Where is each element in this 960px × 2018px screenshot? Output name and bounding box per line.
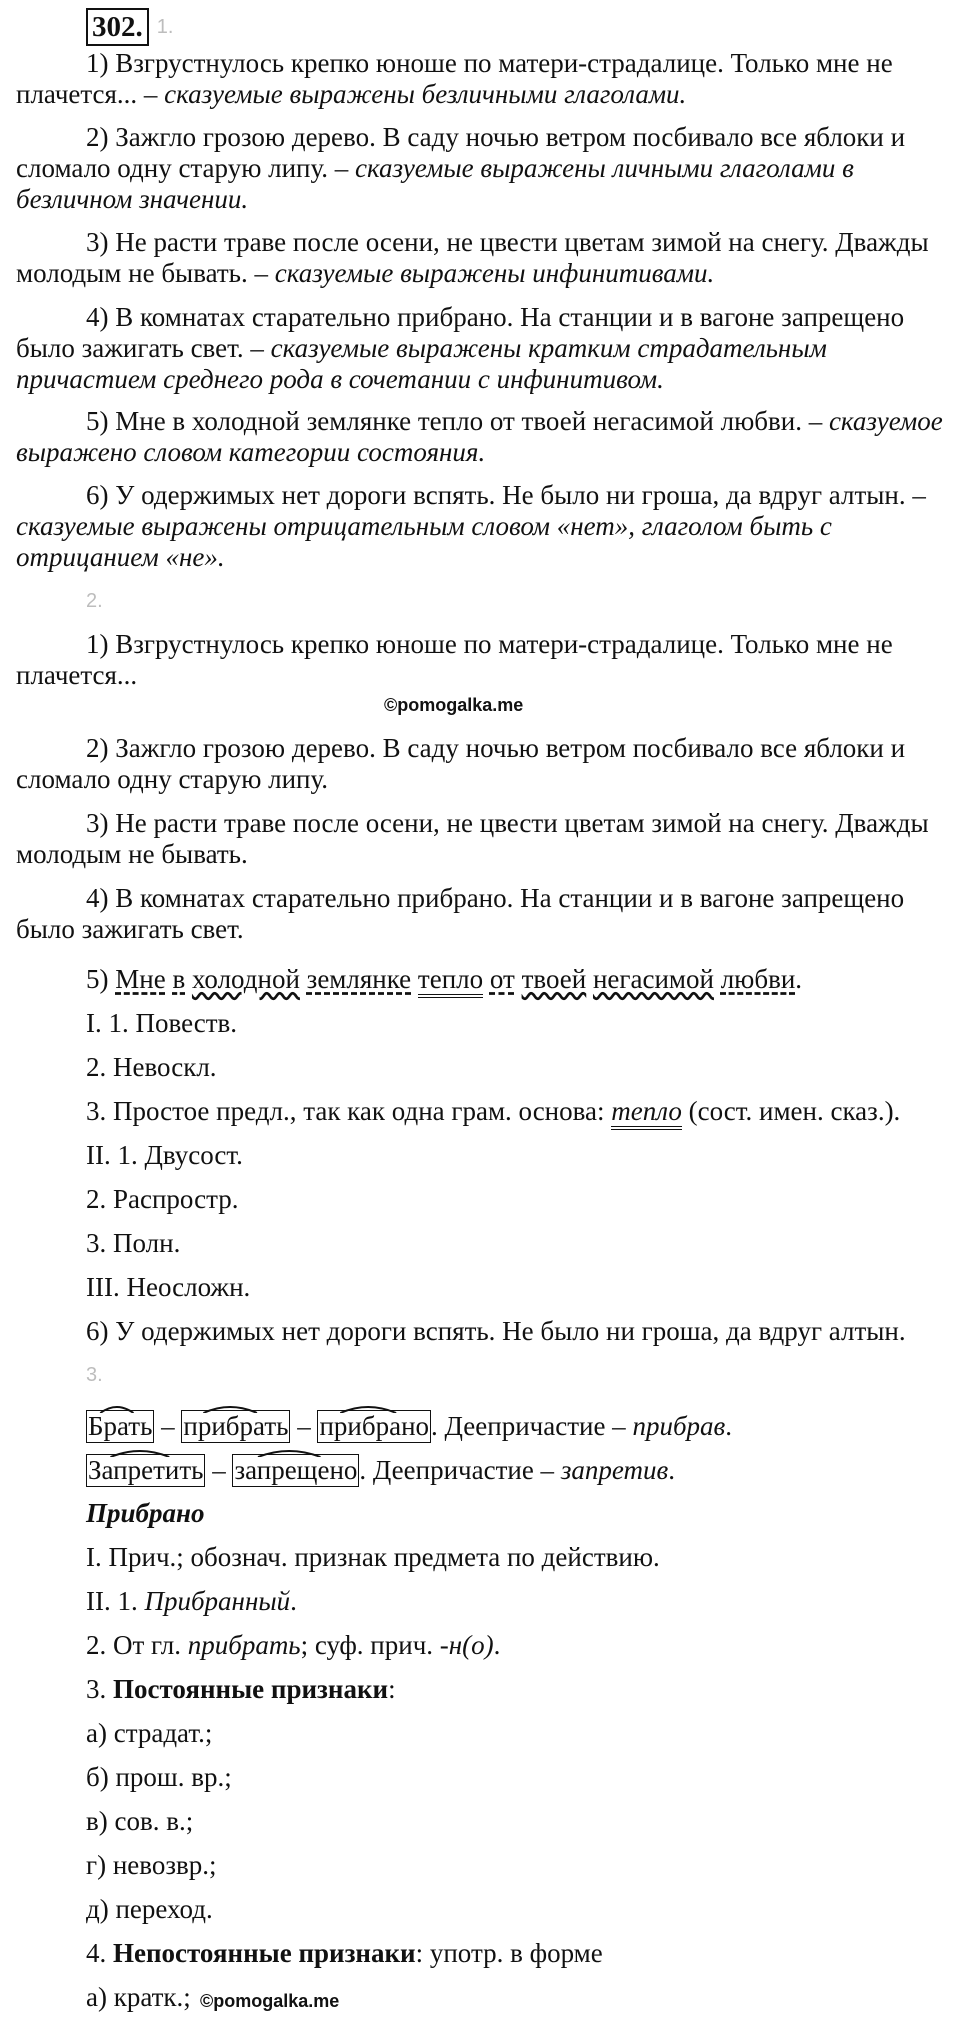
participle-row-1: I. Прич.; обознач. признак предмета по действию. xyxy=(86,1542,660,1572)
s1-item-4: 4) В комнатах старательно прибрано. На станции и в вагоне запрещено было зажигать свет. – сказуемые выражены кратким страдательным причастием среднего рода в сочетании с инфинитивом. xyxy=(16,302,905,394)
s2-item-5-parsed: 5) Мне в холодной землянке тепло от твоей негасимой любви. xyxy=(86,964,960,995)
morpheme-word-zapreshcheno: запрещено xyxy=(232,1454,359,1487)
section-3-label: 3. xyxy=(86,1364,103,1386)
s1-item-2: 2) Зажгло грозою дерево. В саду ночью ветром посбивало все яблоки и сломало одну старую липу. – сказуемые выражены личными глаголами в безличном значении. xyxy=(16,122,906,214)
analysis-3: 3. Простое предл., так как одна грам. основа: тепло (сост. имен. сказ.). xyxy=(86,1096,960,1127)
watermark: ©pomogalka.me xyxy=(384,695,524,715)
participle-row-2: II. 1. Прибранный. xyxy=(86,1586,297,1616)
root-arc-mark xyxy=(87,1401,153,1413)
constant-c: в) сов. в.; xyxy=(86,1806,194,1836)
watermark-bottom: ©pomogalka.me xyxy=(200,1991,340,2011)
word-predicate: тепло xyxy=(418,964,483,998)
root-arc-mark xyxy=(87,1445,204,1457)
s2-item-1: 1) Взгрустнулось крепко юноше по матери-страдалице. Только мне не плачется... xyxy=(16,629,893,690)
participle-row-5: 4. Непостоянные признаки: употр. в форме xyxy=(86,1938,603,1968)
root-arc-mark xyxy=(233,1445,358,1457)
predicate-word: тепло xyxy=(611,1096,682,1130)
s1-item-5: 5) Мне в холодной землянке тепло от твоей негасимой любви. – сказуемое выражено словом категории состояния. xyxy=(16,406,943,467)
morpheme-word-brat: Брать xyxy=(86,1410,154,1443)
s2-item-3: 3) Не расти траве после осени, не цвести цветам зимой на снегу. Дважды молодым не бывать. xyxy=(16,808,929,869)
word-formation-line-1: Брать – прибрать – прибрано . Деепричастие – прибрав. xyxy=(86,1410,960,1443)
analysis-5: 2. Распростр. xyxy=(86,1184,239,1214)
s1-item-6: 6) У одержимых нет дороги вспять. Не было ни гроша, да вдруг алтын. – сказуемые выражены отрицательным словом «нет», глаголом быть с отрицанием «не». xyxy=(16,480,926,572)
analysis-7: III. Неосложн. xyxy=(86,1272,251,1302)
variable-a: а) кратк.; xyxy=(86,1982,191,2012)
root-arc-mark xyxy=(182,1401,289,1413)
morpheme-word-pribrano: прибрано xyxy=(317,1410,431,1443)
s2-item-4: 4) В комнатах старательно прибрано. На станции и в вагоне запрещено было зажигать свет. xyxy=(16,883,905,944)
s2-item-6: 6) У одержимых нет дороги вспять. Не было ни гроша, да вдруг алтын. xyxy=(86,1316,906,1346)
analysis-1: I. 1. Повеств. xyxy=(86,1008,238,1038)
word-formation-line-2: Запретить – запрещено . Деепричастие – запретив. xyxy=(86,1454,960,1487)
root-arc-mark xyxy=(318,1401,430,1413)
analysis-2: 2. Невоскл. xyxy=(86,1052,217,1082)
constant-a: а) страдат.; xyxy=(86,1718,213,1748)
s2-item-2: 2) Зажгло грозою дерево. В саду ночью ветром посбивало все яблоки и сломало одну старую липу. xyxy=(16,733,906,794)
exercise-number: 302. xyxy=(86,8,149,46)
analysis-6: 3. Полн. xyxy=(86,1228,181,1258)
participle-row-4: 3. Постоянные признаки: xyxy=(86,1674,396,1704)
word-subject-object: Мне xyxy=(115,964,166,994)
s1-item-3: 3) Не расти траве после осени, не цвести цветам зимой на снегу. Дважды молодым не бывать. – сказуемые выражены инфинитивами. xyxy=(16,227,929,288)
analysis-heading: Прибрано xyxy=(86,1498,205,1528)
s1-item-1: 1) Взгрустнулось крепко юноше по матери-страдалице. Только мне не плачется... – сказуемые выражены безличными глаголами. xyxy=(16,48,893,109)
analysis-4: II. 1. Двусост. xyxy=(86,1140,243,1170)
constant-d: г) невозвр.; xyxy=(86,1850,217,1880)
section-2-label: 2. xyxy=(86,590,103,612)
morpheme-word-zapretit: Запретить xyxy=(86,1454,205,1487)
section-1-label: 1. xyxy=(156,15,174,38)
constant-e: д) переход. xyxy=(86,1894,213,1924)
participle-row-3: 2. От гл. прибрать; суф. прич. -н(о). xyxy=(86,1630,501,1660)
morpheme-word-pribrat: прибрать xyxy=(181,1410,290,1443)
constant-b: б) прош. вр.; xyxy=(86,1762,232,1792)
exercise-header xyxy=(86,8,173,46)
